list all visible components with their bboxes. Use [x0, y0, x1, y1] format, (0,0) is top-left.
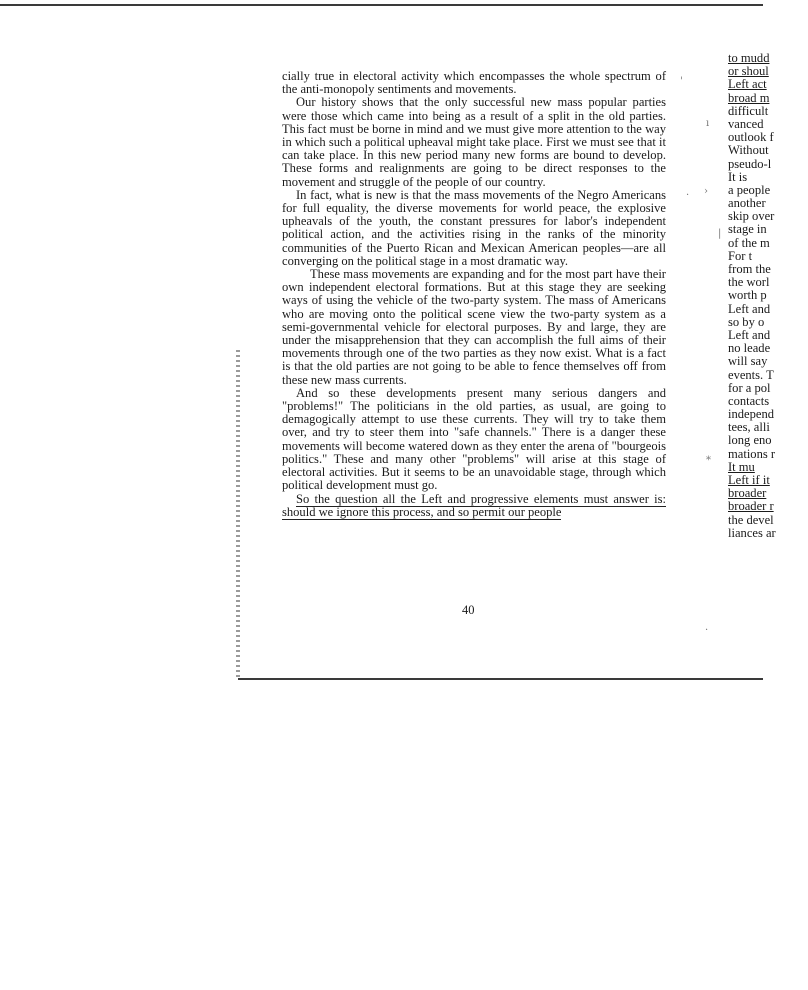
facing-page-line: For t [728, 248, 753, 263]
facing-page-line: pseudo-l [728, 156, 772, 171]
facing-page-line: tees, alli [728, 420, 770, 435]
margin-tick: ' [680, 76, 683, 87]
facing-page-line: Without [728, 143, 769, 158]
bottom-border-rule [238, 678, 763, 680]
facing-page-line: skip over [728, 209, 775, 224]
facing-page-line: liances ar [728, 525, 776, 540]
top-border-rule [0, 4, 763, 6]
facing-page-line: Left and [728, 327, 771, 342]
facing-page-line: Left and [728, 301, 771, 316]
facing-page-line: worth p [728, 288, 767, 303]
margin-tick: * [706, 455, 711, 466]
facing-page-line: outlook f [728, 130, 774, 145]
facing-page-line: Left act [728, 77, 767, 92]
paragraph-2: Our history shows that the only successful new mass popular parties were those which came into being as a result of a split in the old parties. This fact must be borne in mind and we must give more attention to the way in which such a political upheaval might take place. First we must see that it can take place. In this new period many new forms are bound to develop. These forms and realignments are going to be direct responses to the movement and struggle of the people of our country. [282, 95, 666, 189]
facing-page-line: a people [728, 182, 771, 197]
facing-page-line: events. T [728, 367, 774, 382]
facing-page-line: to mudd [728, 51, 770, 65]
paragraph-6 [282, 493, 666, 519]
underlined-question: So the question all the Left and progressive elements must answer is: should we ignore this process, and so permit our people [282, 491, 666, 519]
facing-page-line: independ [728, 407, 774, 422]
facing-page-line: from the [728, 262, 771, 276]
facing-page-fragments [728, 52, 808, 540]
page-binding-edge [236, 350, 240, 680]
paragraph-5: And so these developments present many serious dangers and "problems!" The politicians in the old parties, as usual, are going to demagogically attempt to use these currents. They will try to take them over, and try to steer them into "safe channels." There is a danger these movements will become watered down as they enter the arena of "bourgeois politics." These and many other "problems" will arise at this stage of electoral activities. But it seems to be an unavoidable stage, through which political development must go. [282, 385, 666, 493]
facing-page-line: no leade [728, 341, 771, 356]
facing-page-line: or shoul [728, 64, 769, 79]
facing-page-line: long eno [728, 433, 772, 448]
facing-page-line: It is [728, 169, 748, 184]
facing-page-line: It mu [728, 459, 755, 474]
facing-page-line: of the m [728, 235, 770, 250]
facing-page-line: the devel [728, 512, 774, 527]
facing-page-line: stage in [728, 222, 767, 237]
margin-tick: ı [706, 118, 710, 129]
margin-tick: · [686, 190, 690, 201]
paragraph-3: In fact, what is new is that the mass movements of the Negro Americans for full equality, the diverse movements for world peace, the explosive upheavals of the youth, the constant pressures for labor's independent political action, and the activities rising in the ranks of the minority communities of the Puerto Rican and Mexican American peoples—are all converging on the political stage in a most dramatic way. [282, 187, 666, 268]
facing-page-line: for a pol [728, 380, 771, 395]
margin-tick: · [705, 625, 709, 636]
facing-page-line: so by o [728, 314, 765, 329]
paragraph-1: cially true in electoral activity which encompasses the whole spectrum of the anti-monopoly sentiments and movements. [282, 69, 666, 97]
facing-page-line: mations r [728, 446, 776, 461]
facing-page-line: broader r [728, 499, 774, 514]
facing-page-line: another [728, 196, 766, 211]
left-page-body [282, 70, 666, 519]
margin-tick: › [704, 186, 708, 197]
margin-tick: | [718, 228, 722, 239]
facing-page-line: the worl [728, 275, 770, 290]
facing-page-line: broad m [728, 90, 770, 105]
facing-page-line: broader [728, 486, 767, 501]
facing-page-line: Left if it [728, 473, 770, 487]
facing-page-line: contacts [728, 393, 770, 408]
facing-page-line: vanced [728, 116, 764, 131]
facing-page-line: will say [728, 354, 768, 369]
facing-page-line: difficult [728, 103, 769, 118]
paragraph-4: These mass movements are expanding and for the most part have their own independent electoral formations. But at this stage they are seeking ways of using the vehicle of the two-party system. The mass of Americans who are moving onto the political scene view the two-party system as a semi-governmental vehicle for electoral purposes. By and large, they are under the misapprehension that they can accomplish the full aims of their movements through one of the two parties as they now exist. What is a fact is that the old parties are not going to be able to fence themselves off from these new mass currents. [282, 267, 666, 387]
page-number: 40 [462, 603, 475, 617]
